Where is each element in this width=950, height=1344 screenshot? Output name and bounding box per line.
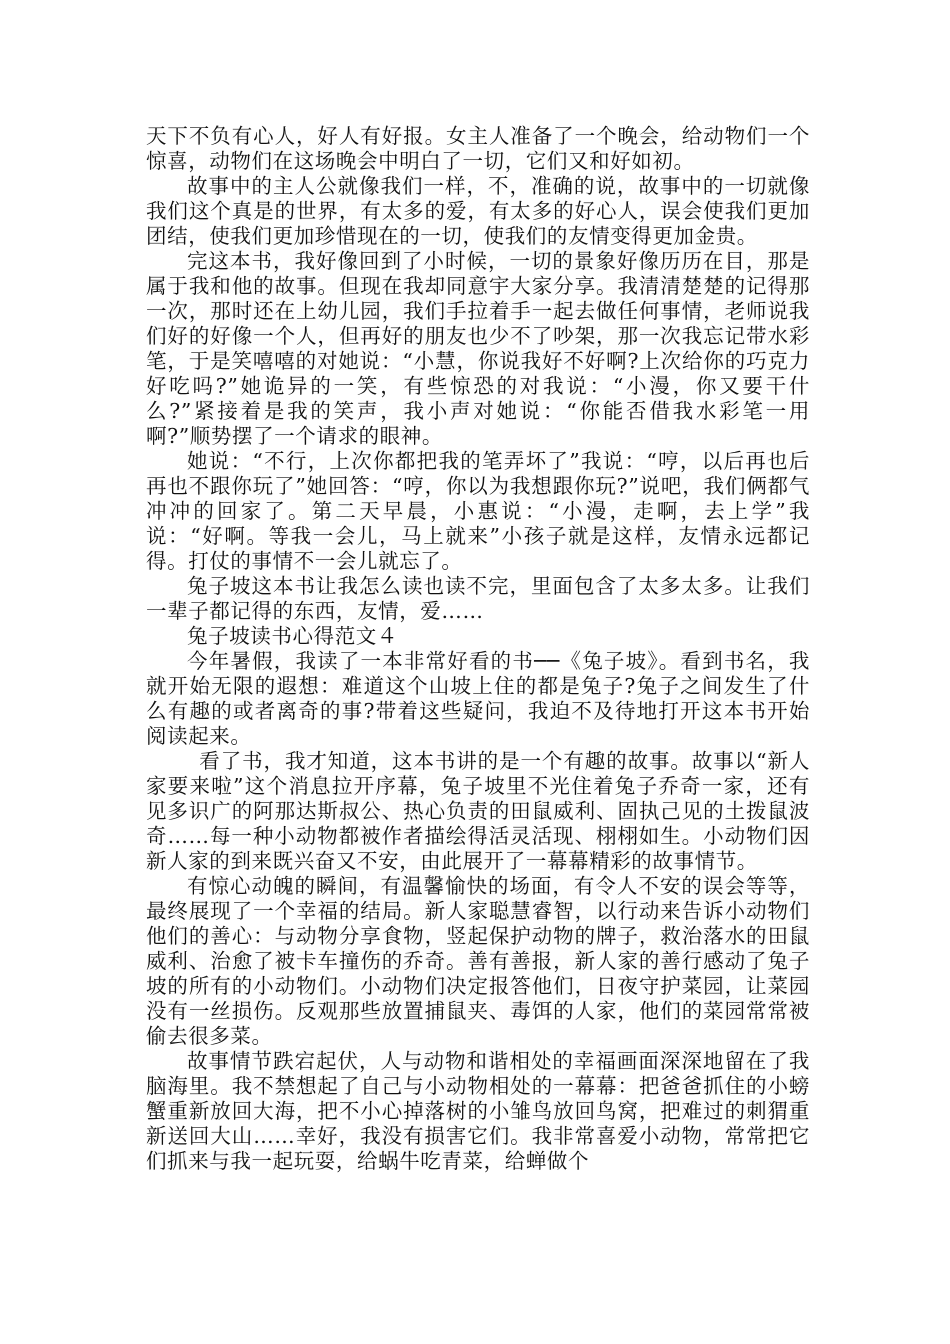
paragraph-7: 看了书，我才知道，这本书讲的是一个有趣的故事。故事以“新人家要来啦”这个消息拉开序幕，兔子坡里不光住着兔子乔奇一家，还有见多识广的阿那达斯叔公、热心负责的田鼠威利、固执己见的土拨鼠波奇……每一种小动物都被作者描绘得活灵活现、栩栩如生。小动物们因新人家的到来既兴奋又不安，由此展开了一幕幕精彩的故事情节。 (146, 749, 810, 873)
paragraph-3: 完这本书，我好像回到了小时候，一切的景象好像历历在目，那是属于我和他的故事。但现在我却同意宇大家分享。我清清楚楚的记得那一次，那时还在上幼儿园，我们手拉着手一起去做任何事情，老师说我们好的好像一个人，但再好的朋友也少不了吵架，那一次我忘记带水彩笔，于是笑嘻嘻的对她说：“小慧，你说我好不好啊?上次给你的巧克力好吃吗?”她诡异的一笑，有些惊恐的对我说：“小漫，你又要干什么?”紧接着是我的笑声，我小声对她说：“你能否借我水彩笔一用啊?”顺势摆了一个请求的眼神。 (146, 249, 810, 448)
paragraph-6: 今年暑假，我读了一本非常好看的书──《兔子坡》。看到书名，我就开始无限的遐想：难道这个山坡上住的都是兔子?兔子之间发生了什么有趣的或者离奇的事?带着这些疑问，我迫不及待地打开这本书开始阅读起来。 (146, 649, 810, 748)
section-heading: 兔子坡读书心得范文４ (187, 624, 398, 648)
paragraph-4: 她说：“不行，上次你都把我的笔弄坏了”我说：“哼，以后再也后再也不跟你玩了”她回答：“哼，你以为我想跟你玩?”说吧，我们俩都气冲冲的回家了。第二天早晨，小惠说：“小漫，走啊，去上学”我说：“好啊。等我一会儿，马上就来”小孩子就是这样，友情永远都记得。打仗的事情不一会儿就忘了。 (146, 449, 810, 573)
paragraph-2: 故事中的主人公就像我们一样，不，准确的说，故事中的一切就像我们这个真是的世界，有太多的爱，有太多的好心人，误会使我们更加团结，使我们更加珍惜现在的一切，使我们的友情变得更加金贵。 (146, 174, 810, 248)
paragraph-5: 兔子坡这本书让我怎么读也读不完，里面包含了太多太多。让我们一辈子都记得的东西，友情，爱…… (146, 574, 810, 623)
paragraph-9: 故事情节跌宕起伏，人与动物和谐相处的幸福画面深深地留在了我脑海里。我不禁想起了自己与小动物相处的一幕幕：把爸爸抓住的小螃蟹重新放回大海，把不小心掉落树的小雏鸟放回鸟窝，把难过的刺猬重新送回大山……幸好，我没有损害它们。我非常喜爱小动物，常常把它们抓来与我一起玩耍，给蜗牛吃青菜，给蝉做个 (146, 1049, 810, 1173)
paragraph-1: 天下不负有心人，好人有好报。女主人准备了一个晚会，给动物们一个惊喜，动物们在这场晚会中明白了一切，它们又和好如初。 (146, 124, 810, 173)
document-page (146, 124, 810, 1174)
paragraph-8: 有惊心动魄的瞬间，有温馨愉快的场面，有令人不安的误会等等，最终展现了一个幸福的结局。新人家聪慧睿智，以行动来告诉小动物们他们的善心：与动物分享食物，竖起保护动物的牌子，救治落水的田鼠威利、治愈了被卡车撞伤的乔奇。善有善报，新人家的善行感动了兔子坡的所有的小动物们。小动物们决定报答他们，日夜守护菜园，让菜园没有一丝损伤。反观那些放置捕鼠夹、毒饵的人家，他们的菜园常常被偷去很多菜。 (146, 874, 810, 1048)
